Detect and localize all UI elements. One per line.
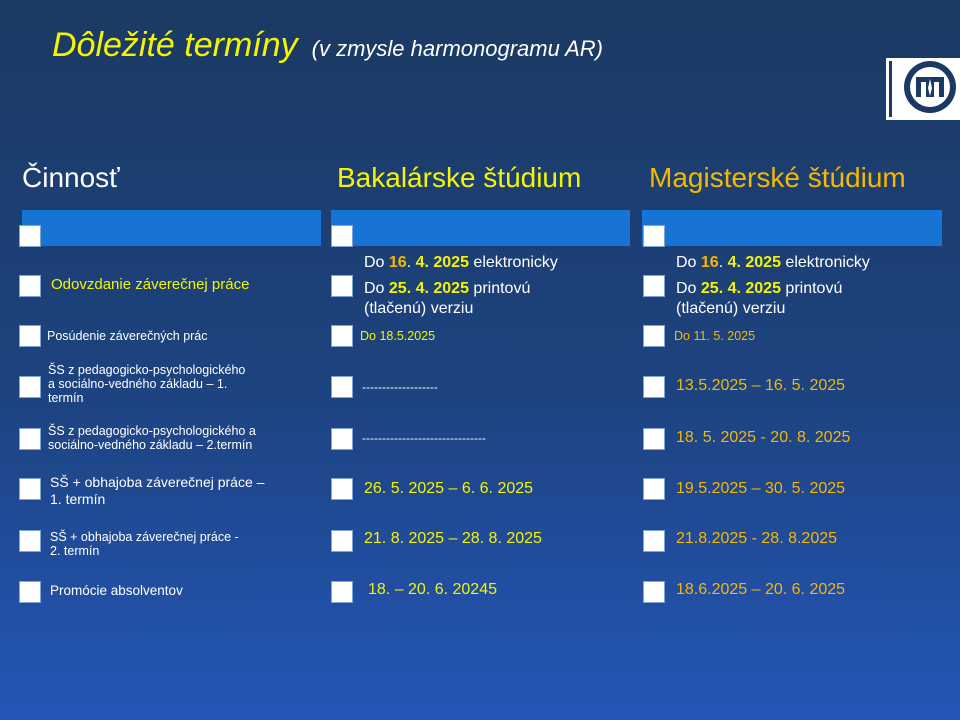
header-bar-master (642, 210, 942, 246)
checkbox-icon (19, 530, 41, 552)
university-logo-icon (886, 58, 960, 120)
page-title (52, 26, 603, 65)
checkbox-icon (19, 275, 41, 297)
header-bar-bachelor (331, 210, 630, 246)
checkbox-icon (331, 428, 353, 450)
activity-label: Promócie absolventov (50, 583, 183, 598)
checkbox-icon (19, 225, 41, 247)
title-main: Dôležité termíny (52, 26, 298, 64)
bachelor-deadline-print: Do 25. 4. 2025 printovú (364, 280, 531, 297)
checkbox-icon (331, 581, 353, 603)
activity-label: ŠS z pedagogicko-psychologického a sociálno-vedného základu – 2.termín (48, 424, 256, 452)
activity-label: SŠ + obhajoba záverečnej práce - 2. termín (50, 530, 239, 558)
master-date: Do 11. 5. 2025 (674, 329, 756, 343)
bachelor-deadline-print-note: (tlačenú) verziu (364, 300, 474, 317)
checkbox-icon (19, 581, 41, 603)
master-deadline-print: Do 25. 4. 2025 printovú (676, 280, 843, 297)
checkbox-icon (331, 530, 353, 552)
activity-label: SŠ + obhajoba záverečnej práce – 1. termín (50, 474, 265, 507)
bachelor-date: Do 18.5.2025 (360, 329, 436, 343)
checkbox-icon (643, 325, 665, 347)
master-date: 21.8.2025 - 28. 8.2025 (676, 530, 838, 547)
checkbox-icon (331, 275, 353, 297)
master-date: 18. 5. 2025 - 20. 8. 2025 (676, 429, 851, 446)
checkbox-icon (19, 428, 41, 450)
checkbox-icon (19, 325, 41, 347)
column-heading-activity: Činnosť (22, 162, 120, 193)
checkbox-icon (643, 225, 665, 247)
header-bar-activity (22, 210, 321, 246)
bachelor-date: 21. 8. 2025 – 28. 8. 2025 (364, 530, 542, 547)
checkbox-icon (331, 478, 353, 500)
checkbox-icon (331, 225, 353, 247)
checkbox-icon (643, 376, 665, 398)
checkbox-icon (643, 530, 665, 552)
checkbox-icon (19, 478, 41, 500)
column-heading-bachelor: Bakalárske štúdium (337, 162, 582, 193)
bachelor-date: 26. 5. 2025 – 6. 6. 2025 (364, 480, 534, 497)
activity-label: Posúdenie záverečných prác (47, 329, 208, 343)
master-date: 18.6.2025 – 20. 6. 2025 (676, 581, 846, 598)
activity-label: ŠS z pedagogicko-psychologického a sociálno-vedného základu – 1. termín (48, 363, 246, 405)
master-date: 19.5.2025 – 30. 5. 2025 (676, 480, 846, 497)
checkbox-icon (331, 376, 353, 398)
bachelor-deadline-electronic: Do 16. 4. 2025 elektronicky (364, 254, 558, 271)
checkbox-icon (19, 376, 41, 398)
master-deadline-electronic: Do 16. 4. 2025 elektronicky (676, 254, 870, 271)
checkbox-icon (643, 428, 665, 450)
master-date: 13.5.2025 – 16. 5. 2025 (676, 377, 846, 394)
checkbox-icon (331, 325, 353, 347)
bachelor-date: ------------------- (362, 380, 438, 394)
title-subtitle: (v zmysle harmonogramu AR) (311, 36, 604, 61)
activity-label: Odovzdanie záverečnej práce (51, 276, 250, 293)
master-deadline-print-note: (tlačenú) verziu (676, 300, 786, 317)
bachelor-date: 18. – 20. 6. 20245 (368, 581, 497, 598)
bachelor-date: ------------------------------- (362, 431, 486, 445)
checkbox-icon (643, 478, 665, 500)
column-heading-master: Magisterské štúdium (649, 162, 906, 193)
checkbox-icon (643, 581, 665, 603)
checkbox-icon (643, 275, 665, 297)
